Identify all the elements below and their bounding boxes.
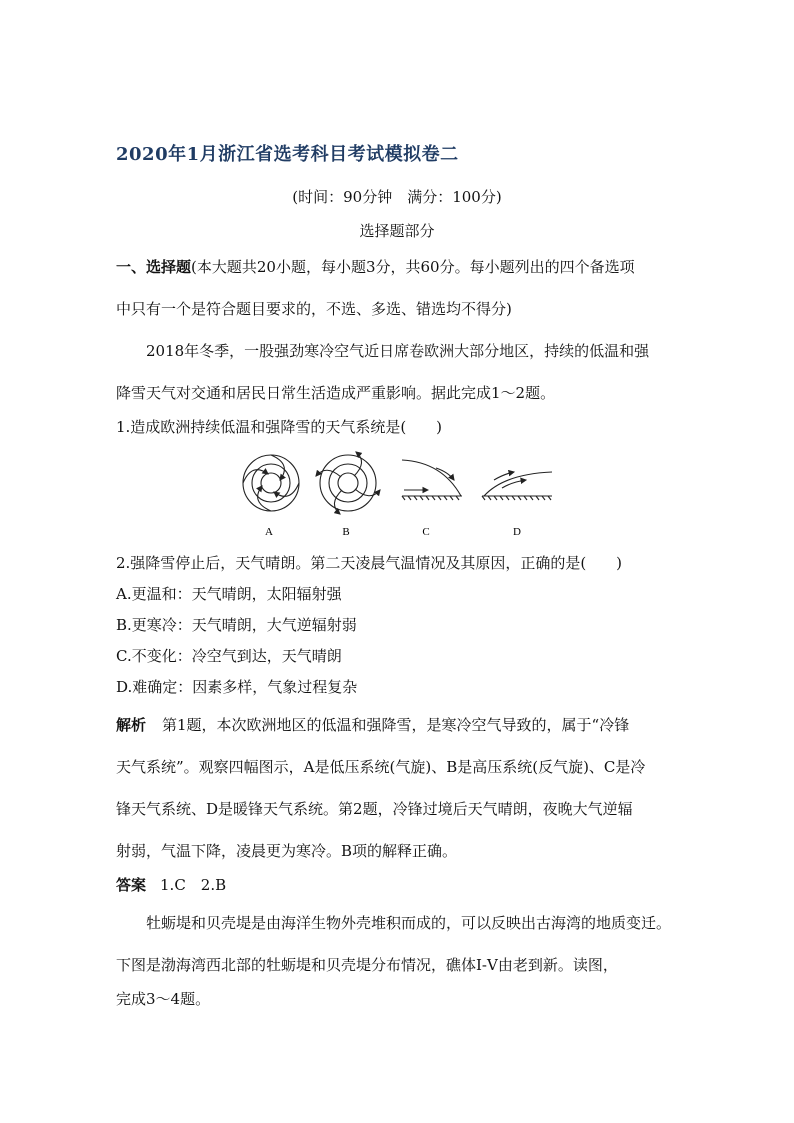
figure-label-c: C: [422, 526, 430, 538]
answer-label: 答案: [116, 876, 147, 894]
q2-option-c: C.不变化：冷空气到达，天气晴朗: [116, 647, 342, 665]
cyclone-diagram-a: [243, 455, 299, 511]
passage2-line2: 下图是渤海湾西北部的牡蛎堤和贝壳堤分布情况，礁体Ⅰ-Ⅴ由老到新。读图，: [116, 956, 618, 974]
question-2: 2.强降雪停止后，天气晴朗。第二天凌晨气温情况及其原因，正确的是( ): [116, 554, 623, 572]
part1-line2: 中只有一个是符合题目要求的，不选、多选、错选均不得分): [116, 300, 512, 318]
figure-label-a: A: [265, 526, 273, 538]
answer-line: [116, 874, 226, 895]
q2-option-d: D.难确定：因素多样，气象过程复杂: [116, 678, 358, 696]
analysis-label: 解析: [116, 716, 147, 734]
page-title: 2020年1月浙江省选考科目考试模拟卷二: [116, 144, 459, 165]
analysis-line2: 天气系统”。观察四幅图示，A是低压系统(气旋)、B是高压系统(反气旋)、C是冷: [116, 758, 646, 776]
passage1-line2: 降雪天气对交通和居民日常生活造成严重影响。据此完成1～2题。: [116, 384, 556, 402]
passage2-line3: 完成3～4题。: [116, 990, 211, 1008]
q2-option-b: B.更寒冷：天气晴朗，大气逆辐射弱: [116, 616, 357, 634]
passage1-line1: 2018年冬季，一股强劲寒冷空气近日席卷欧洲大部分地区，持续的低温和强: [146, 342, 650, 360]
analysis-line1: [116, 714, 629, 735]
q2-option-a: A.更温和：天气晴朗，太阳辐射强: [116, 585, 342, 603]
analysis-line1-text: 第1题，本次欧洲地区的低温和强降雪，是寒冷空气导致的，属于“冷锋: [162, 716, 630, 734]
cold-front-diagram-c: [402, 460, 462, 500]
part1-label: 一、选择题: [116, 258, 192, 276]
answer-text: 1.C 2.B: [160, 876, 227, 894]
time-info: (时间：90分钟 满分：100分): [292, 188, 502, 206]
analysis-line3: 锋天气系统、D是暖锋天气系统。第2题，冷锋过境后天气晴朗，夜晚大气逆辐: [116, 800, 633, 818]
figure-label-d: D: [513, 526, 521, 538]
weather-systems-figure: [236, 450, 556, 540]
section-heading: 选择题部分: [359, 222, 435, 240]
passage2-line1: 牡蛎堤和贝壳堤是由海洋生物外壳堆积而成的，可以反映出古海湾的地质变迁。: [146, 914, 672, 932]
part1-line1-text: (本大题共20小题，每小题3分，共60分。每小题列出的四个备选项: [191, 258, 635, 276]
warm-front-diagram-d: [482, 472, 552, 500]
question-1: 1.造成欧洲持续低温和强降雪的天气系统是( ): [116, 418, 443, 436]
part1-line1: [116, 256, 635, 277]
figure-label-b: B: [342, 526, 350, 538]
anticyclone-diagram-b: [316, 452, 380, 514]
analysis-line4: 射弱，气温下降，凌晨更为寒冷。B项的解释正确。: [116, 842, 458, 860]
